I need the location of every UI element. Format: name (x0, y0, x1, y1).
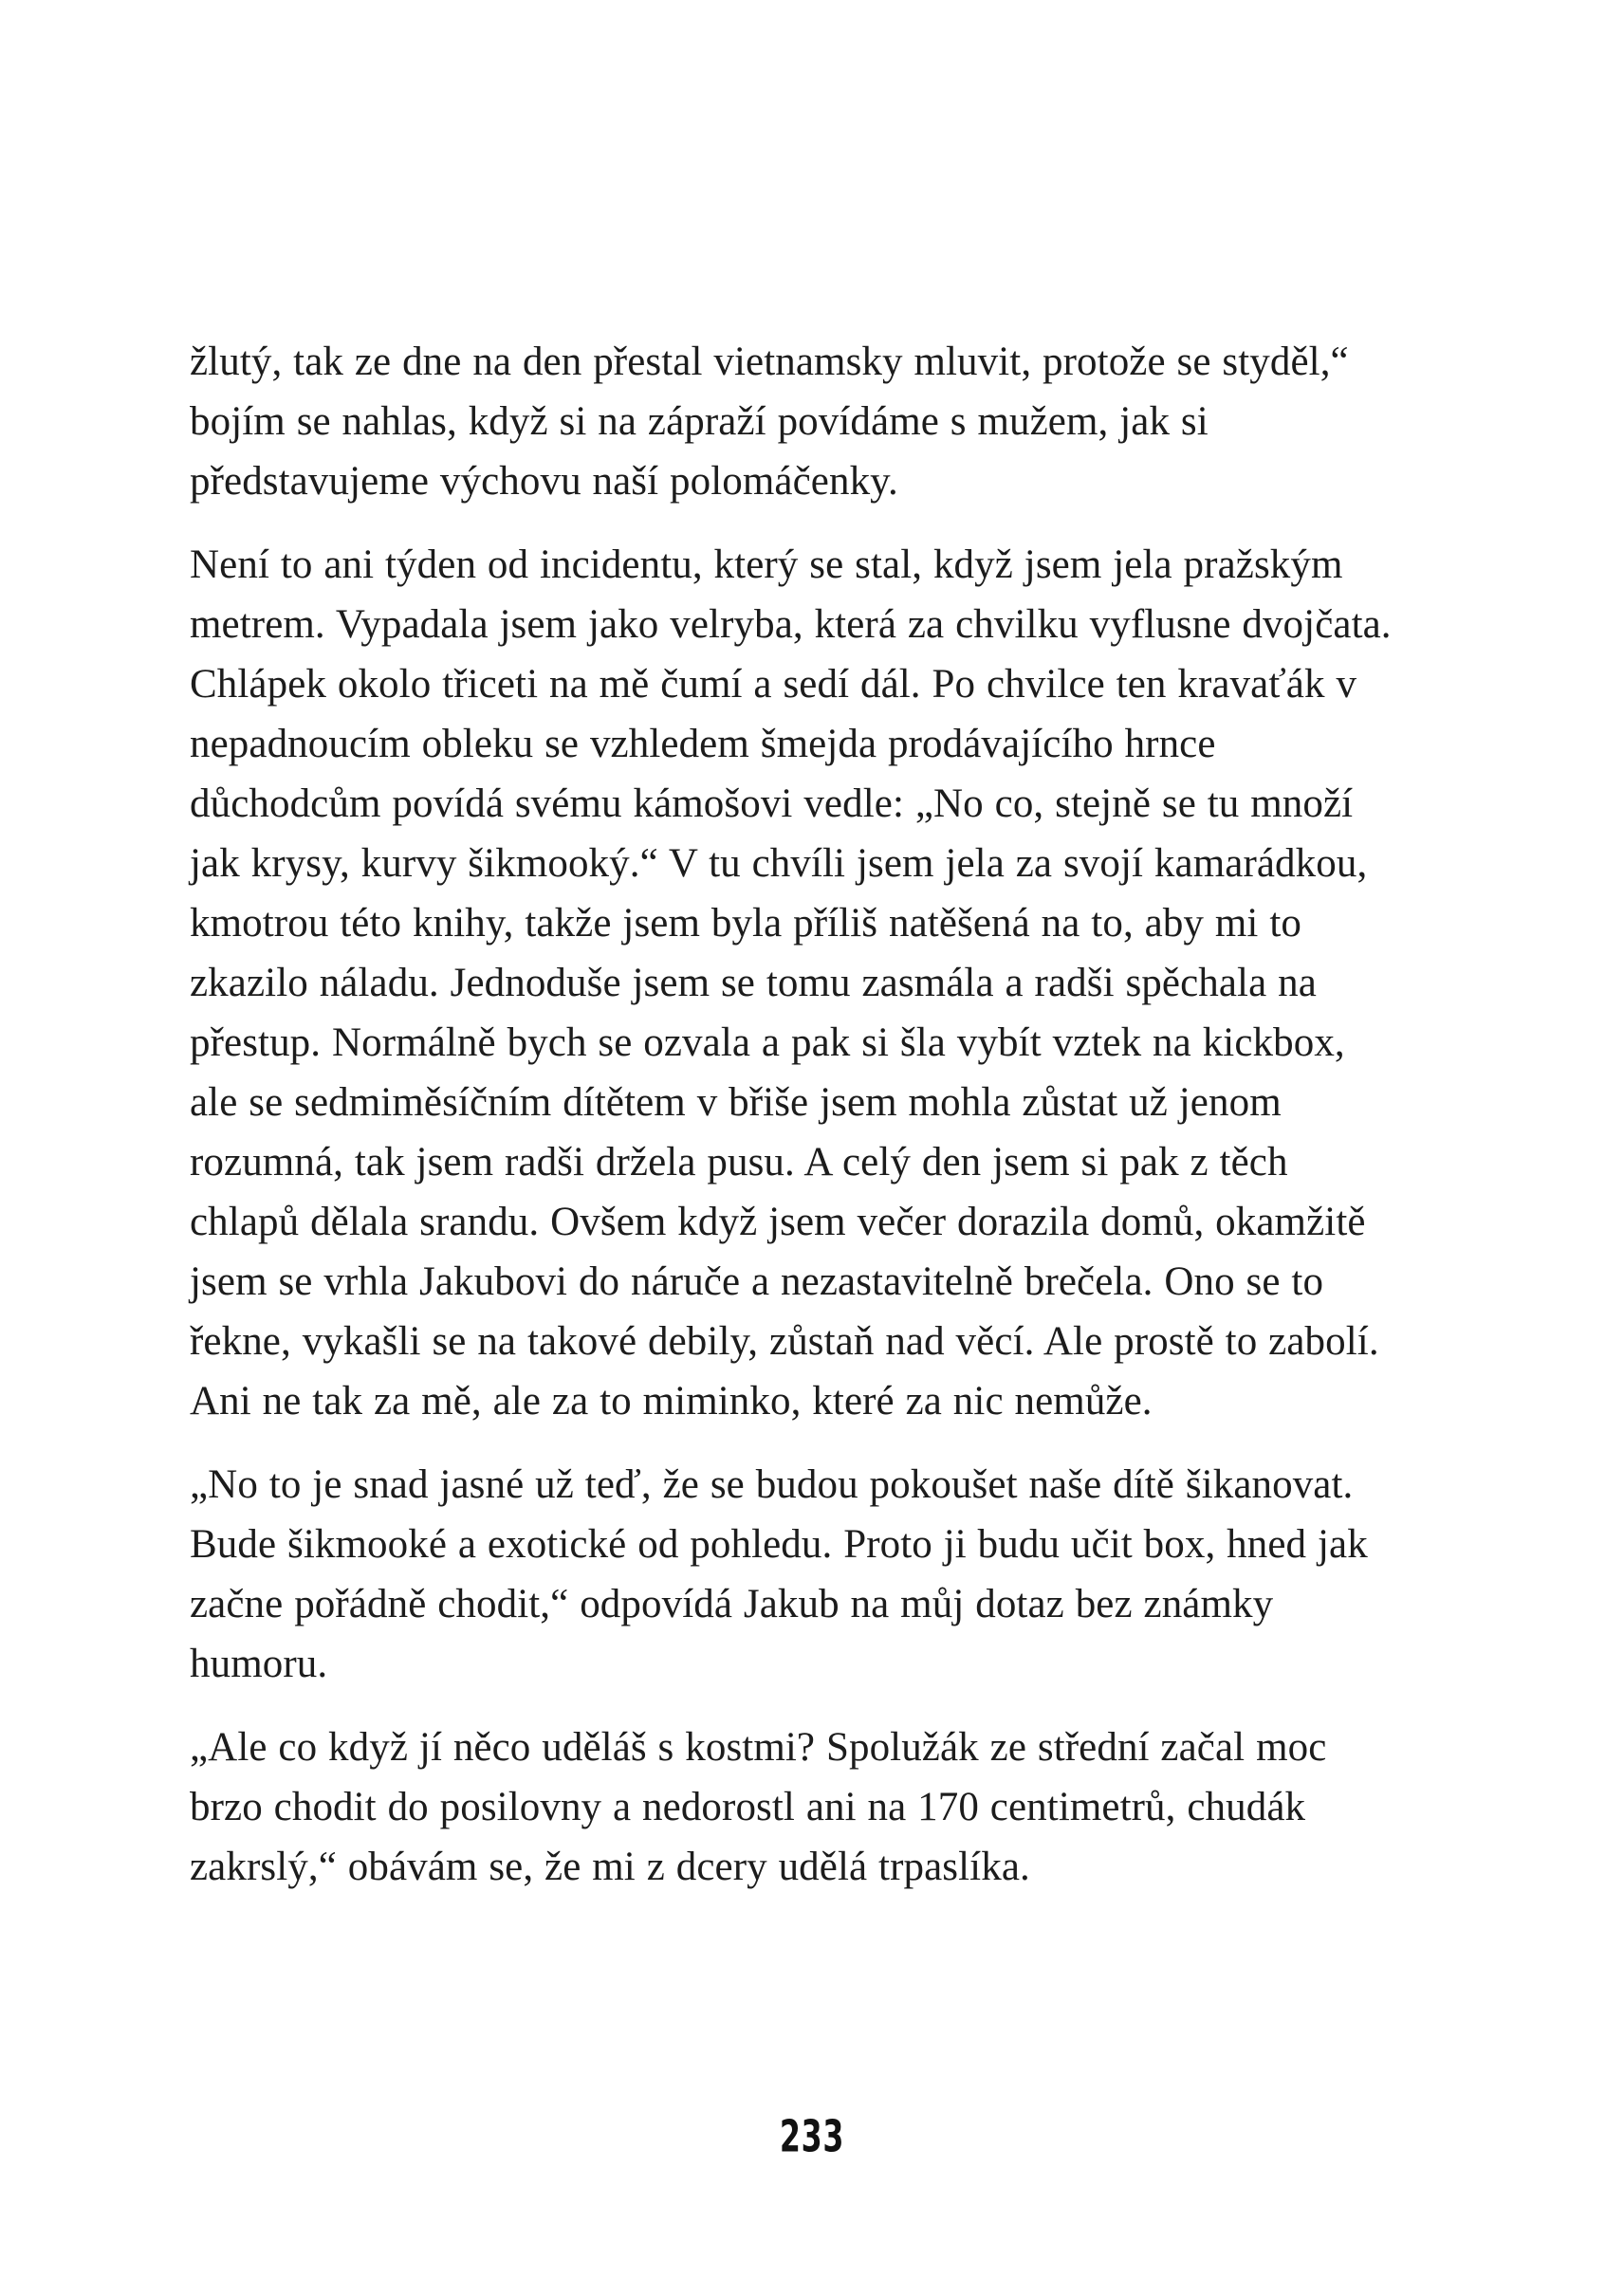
paragraph-4: „Ale co když jí něco uděláš s kostmi? Spolužák ze střední začal moc brzo chodit do posilovny a nedorostl ani na 170 centimetrů, chudák zakrslý,“ obávám se, že mi z dcery udělá trpaslíka. (190, 1725, 1327, 1889)
paragraph-1: žlutý, tak ze dne na den přestal vietnamsky mluvit, protože se styděl,“ bojím se nahlas, když si na zápraží povídáme s mužem, jak si představujeme výchovu naší polomáčenky. (190, 340, 1349, 504)
paragraph-3: „No to je snad jasné už teď, že se budou pokoušet naše dítě šikanovat. Bude šikmooké a exotické od pohledu. Proto ji budu učit box, hned jak začne pořádně chodit,“ odpovídá Jakub na můj dotaz bez známky humoru. (190, 1462, 1368, 1686)
body-text (190, 332, 1396, 1920)
paragraph-2: Není to ani týden od incidentu, který se stal, když jsem jela pražským metrem. Vypadala jsem jako velryba, která za chvilku vyflusne dvojčata. Chlápek okolo třiceti na mě čumí a sedí dál. Po chvilce ten kravaťák v nepadnoucím obleku se vzhledem šmejda prodávajícího hrnce důchodcům povídá svému kámošovi vedle: „No co, stejně se tu množí jak krysy, kurvy šikmooký.“ V tu chvíli jsem jela za svojí kamarádkou, kmotrou této knihy, takže jsem byla příliš natěšená na to, aby mi to zkazilo náladu. Jednoduše jsem se tomu zasmála a radši spěchala na přestup. Normálně bych se ozvala a pak si šla vybít vztek na kickbox, ale se sedmiměsíčním dítětem v břiše jsem mohla zůstat už jenom rozumná, tak jsem radši držela pusu. A celý den jsem si pak z těch chlapů dělala srandu. Ovšem když jsem večer dorazila domů, okamžitě jsem se vrhla Jakubovi do náruče a nezastavitelně brečela. Ono se to řekne, vykašli se na takové debily, zůstaň nad věcí. Ale prostě to zabolí. Ani ne tak za mě, ale za to miminko, které za nic nemůže. (190, 542, 1392, 1424)
page-number: 233 (779, 2111, 845, 2163)
